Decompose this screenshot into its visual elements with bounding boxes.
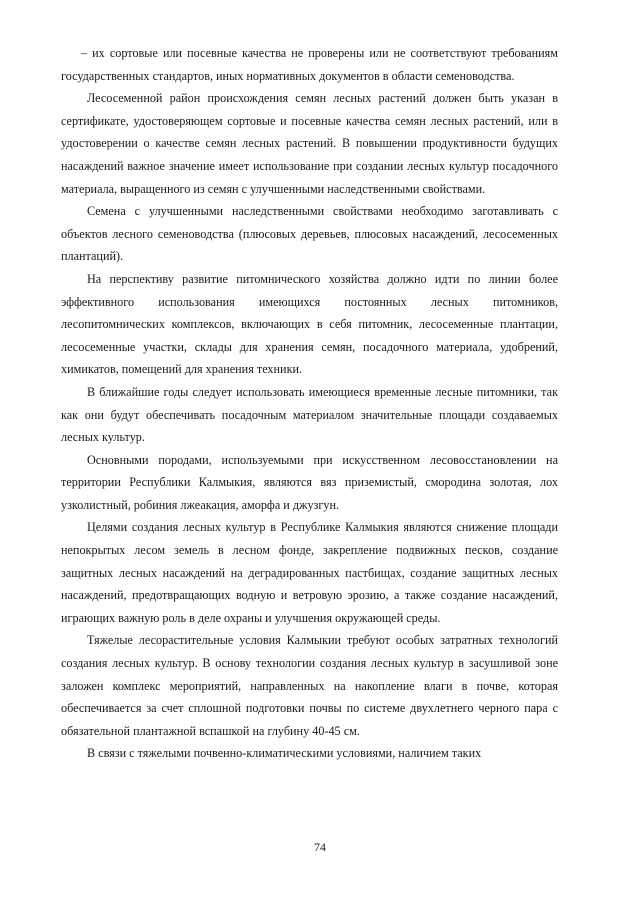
body-text	[61, 42, 558, 765]
paragraph-5: В ближайшие годы следует использовать имеющиеся временные лесные питомники, так как они будут обеспечивать посадочным материалом значительные площади создаваемых лесных культур.	[61, 384, 558, 445]
paragraph-2: Лесосеменной район происхождения семян лесных растений должен быть указан в сертификате, удостоверяющем сортовые и посевные качества семян лесных растений, или в удостоверении о качестве семян лесных растений. В повышении продуктивности будущих насаждений важное значение имеет использование при создании лесных культур посадочного материала, выращенного из семян с улучшенными наследственными свойствами.	[61, 91, 558, 196]
paragraph-9: В связи с тяжелыми почвенно-климатическими условиями, наличием таких	[87, 746, 482, 761]
paragraph-1: – их сортовые или посевные качества не проверены или не соответствуют требованиям государственных стандартов, иных нормативных документов в области семеноводства.	[61, 46, 558, 83]
paragraph-7: Целями создания лесных культур в Республике Калмыкия являются снижение площади непокрытых лесом земель в лесном фонде, закрепление подвижных песков, создание защитных лесных насаждений на деградированных пастбищах, создание защитных лесных насаждений, предотвращающих водную и ветровую эрозию, а также создание насаждений, играющих важную роль в деле охраны и улучшения окружающей среды.	[61, 520, 558, 625]
paragraph-8: Тяжелые лесорастительные условия Калмыкии требуют особых затратных технологий создания лесных культур. В основу технологии создания лесных культур в засушливой зоне заложен комплекс мероприятий, направленных на накопление влаги в почве, которая обеспечивается за счет сплошной подготовки почвы по системе двухлетнего черного пара с обязательной плантажной вспашкой на глубину 40-45 см.	[61, 633, 558, 738]
paragraph-4: На перспективу развитие питомнического хозяйства должно идти по линии более эффективного использования имеющихся постоянных лесных питомников, лесопитомнических комплексов, включающих в себя питомник, лесосеменные плантации, лесосеменные участки, склады для хранения семян, посадочного материала, удобрений, химикатов, помещений для хранения техники.	[61, 271, 558, 377]
paragraph-3: Семена с улучшенными наследственными свойствами необходимо заготавливать с объектов лесного семеноводства (плюсовых деревьев, плюсовых насаждений, лесосеменных плантаций).	[61, 204, 558, 264]
paragraph-6: Основными породами, используемыми при искусственном лесовосстановлении на территории Республики Калмыкия, являются вяз приземистый, смородина золотая, лох узколистный, робиния лжеакация, аморфа и джузгун.	[61, 452, 558, 512]
page-number: 74	[314, 840, 326, 854]
